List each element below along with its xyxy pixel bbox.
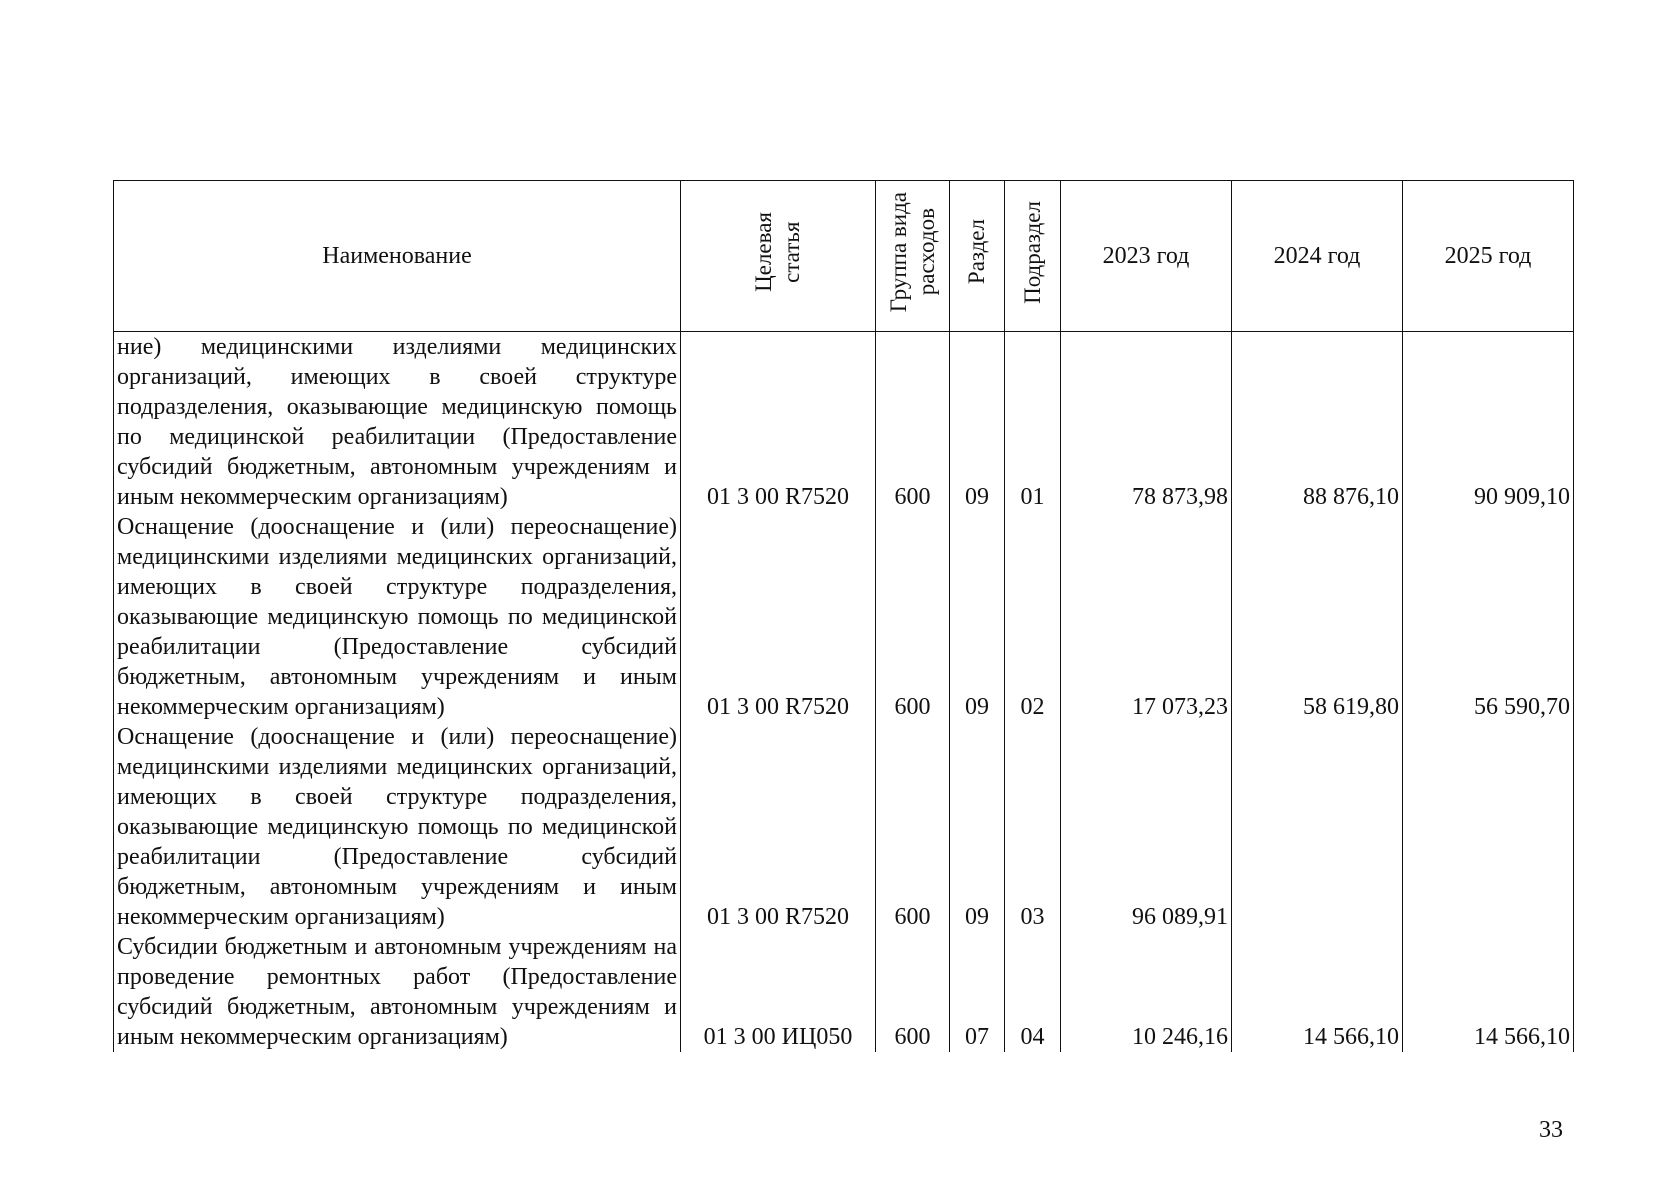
row-2023: 96 089,91 xyxy=(1061,722,1232,932)
budget-table xyxy=(113,180,1574,1052)
row-2024: 88 876,10 xyxy=(1232,332,1403,513)
row-group: 600 xyxy=(876,932,950,1052)
row-name: ние) медицинскими изделиями медицинских организаций, имеющих в своей структуре подразделения, оказывающие медицинскую помощь по медицинской реабилитации (Предоставление субсидий бюджетным, автономным учреждениям и иным некоммерческим организациям) xyxy=(114,332,681,513)
row-2025: 14 566,10 xyxy=(1403,932,1574,1052)
row-section: 09 xyxy=(950,722,1005,932)
header-expense-group: Группа вида расходов xyxy=(876,181,950,332)
header-section: Раздел xyxy=(950,181,1005,332)
row-article: 01 3 00 R7520 xyxy=(681,722,876,932)
row-2023: 10 246,16 xyxy=(1061,932,1232,1052)
row-article: 01 3 00 R7520 xyxy=(681,332,876,513)
row-subsection: 04 xyxy=(1005,932,1061,1052)
row-name: Оснащение (дооснащение и (или) переоснащение) медицинскими изделиями медицинских организаций, имеющих в своей структуре подразделения, оказывающие медицинскую помощь по медицинской реабилитации (Предоставление субсидий бюджетным, автономным учреждениям и иным некоммерческим организациям) xyxy=(114,512,681,722)
header-article: Целевая статья xyxy=(681,181,876,332)
row-subsection: 02 xyxy=(1005,512,1061,722)
row-section: 09 xyxy=(950,332,1005,513)
row-group: 600 xyxy=(876,332,950,513)
row-2024: 58 619,80 xyxy=(1232,512,1403,722)
row-group: 600 xyxy=(876,512,950,722)
row-2024: 14 566,10 xyxy=(1232,932,1403,1052)
table-header xyxy=(114,181,1574,332)
header-2024: 2024 год xyxy=(1232,181,1403,332)
header-subsection: Подраздел xyxy=(1005,181,1061,332)
row-subsection: 03 xyxy=(1005,722,1061,932)
header-2025: 2025 год xyxy=(1403,181,1574,332)
row-2023: 78 873,98 xyxy=(1061,332,1232,513)
row-2025: 56 590,70 xyxy=(1403,512,1574,722)
row-article: 01 3 00 ИЦ050 xyxy=(681,932,876,1052)
row-group: 600 xyxy=(876,722,950,932)
row-2025: 90 909,10 xyxy=(1403,332,1574,513)
row-2024 xyxy=(1232,722,1403,932)
row-section: 09 xyxy=(950,512,1005,722)
row-article: 01 3 00 R7520 xyxy=(681,512,876,722)
table-body xyxy=(114,332,1574,1053)
table-row xyxy=(114,512,1574,722)
row-subsection: 01 xyxy=(1005,332,1061,513)
header-name: Наименование xyxy=(114,181,681,332)
row-section: 07 xyxy=(950,932,1005,1052)
row-2023: 17 073,23 xyxy=(1061,512,1232,722)
table-row xyxy=(114,932,1574,1052)
row-name: Субсидии бюджетным и автономным учреждениям на проведение ремонтных работ (Предоставление субсидий бюджетным, автономным учреждениям и иным некоммерческим организациям) xyxy=(114,932,681,1052)
row-name: Оснащение (дооснащение и (или) переоснащение) медицинскими изделиями медицинских организаций, имеющих в своей структуре подразделения, оказывающие медицинскую помощь по медицинской реабилитации (Предоставление субсидий бюджетным, автономным учреждениям и иным некоммерческим организациям) xyxy=(114,722,681,932)
header-2023: 2023 год xyxy=(1061,181,1232,332)
row-2025 xyxy=(1403,722,1574,932)
page-number: 33 xyxy=(1539,1117,1563,1143)
table-row xyxy=(114,332,1574,513)
table-row xyxy=(114,722,1574,932)
